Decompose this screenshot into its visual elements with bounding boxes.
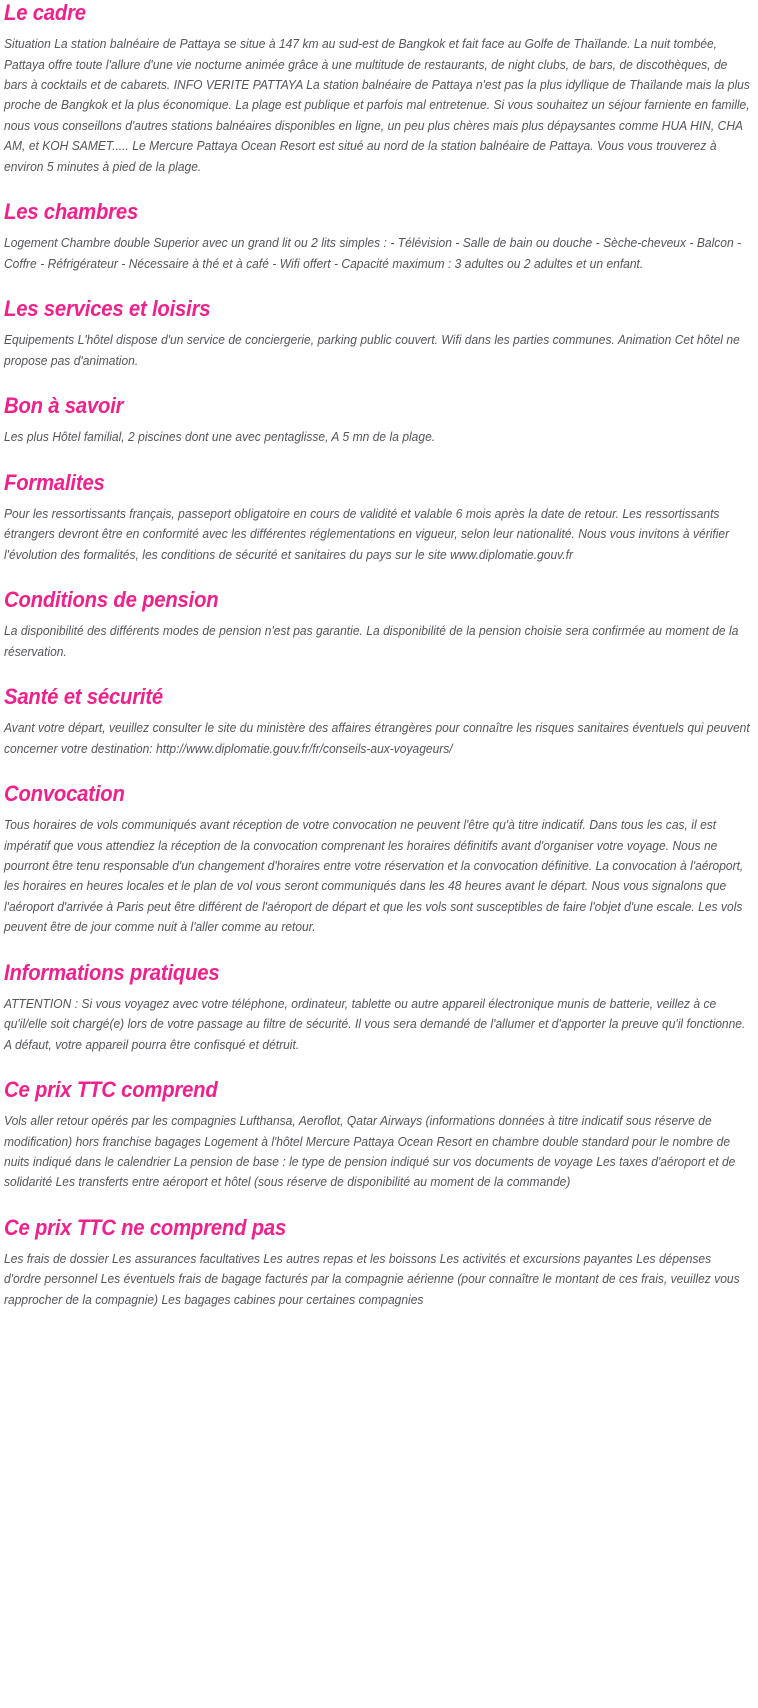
section-body-bon-a-savoir: Les plus Hôtel familial, 2 piscines dont une avec pentaglisse, A 5 mn de la plage. — [4, 430, 436, 445]
section-les-services-et-loisirs — [4, 296, 750, 371]
section-body-les-chambres: Logement Chambre double Superior avec un grand lit ou 2 lits simples : - Télévision - Salle de bain ou douche - Sèche-cheveux - Balcon - Coffre - Réfrigérateur - Nécessaire à thé et à café - Wifi offert - Capacité maximum : 3 adultes ou 2 adultes et un enfant. — [4, 236, 742, 271]
section-title-convocation: Convocation — [4, 781, 125, 807]
section-body-ce-prix-ttc-ne-comprend-pas: Les frais de dossier Les assurances facultatives Les autres repas et les boissons Les activités et excursions payantes Les dépenses d'ordre personnel Les éventuels frais de bagage facturés par la compagnie aérienne (pour connaître le montant de ces frais, veuillez vous rapprocher de la compagnie) Les bagages cabines pour certaines compagnies — [4, 1252, 740, 1307]
section-les-chambres — [4, 199, 750, 274]
section-title-conditions-de-pension: Conditions de pension — [4, 587, 219, 613]
section-title-les-services-et-loisirs: Les services et loisirs — [4, 296, 211, 322]
section-title-le-cadre: Le cadre — [4, 0, 86, 25]
section-body-conditions-de-pension: La disponibilité des différents modes de pension n'est pas garantie. La disponibilité de la pension choisie sera confirmée au moment de la réservation. — [4, 624, 739, 659]
section-body-convocation: Tous horaires de vols communiqués avant réception de votre convocation ne peuvent l'être qu'à titre indicatif. Dans tous les cas, il est impératif que vous attendiez la réception de la convocation comprenant les horaires définitifs avant d'organiser votre voyage. Nous ne pourront être tenu responsable d'un changement d'horaires entre votre réservation et la convocation définitive. La convocation à l'aéroport, les horaires en heures locales et le plan de vol vous seront communiqués dans les 48 heures avant le départ. Nous vous signalons que l'aéroport d'arrivée à Paris peut être différent de l'aéroport de départ et que les vols sont susceptibles de faire l'objet d'une escale. Les vols peuvent être de jour comme nuit à l'aller comme au retour. — [4, 818, 744, 935]
section-body-les-services-et-loisirs: Equipements L'hôtel dispose d'un service de conciergerie, parking public couvert. Wifi dans les parties communes. Animation Cet hôtel ne propose pas d'animation. — [4, 333, 740, 368]
section-title-bon-a-savoir: Bon à savoir — [4, 393, 124, 419]
section-title-sante-et-securite: Santé et sécurité — [4, 684, 164, 710]
section-conditions-de-pension — [4, 587, 750, 662]
section-le-cadre — [4, 0, 750, 177]
section-informations-pratiques — [4, 960, 750, 1055]
section-title-ce-prix-ttc-ne-comprend-pas: Ce prix TTC ne comprend pas — [4, 1214, 287, 1240]
section-formalites — [4, 470, 750, 565]
section-ce-prix-ttc-ne-comprend-pas — [4, 1215, 750, 1310]
section-ce-prix-ttc-comprend — [4, 1077, 750, 1193]
section-body-ce-prix-ttc-comprend: Vols aller retour opérés par les compagnies Lufthansa, Aeroflot, Qatar Airways (informations données à titre indicatif sous réserve de modification) hors franchise bagages Logement à l'hôtel Mercure Pattaya Ocean Resort en chambre double standard pour le nombre de nuits indiqué dans le calendrier La pension de base : le type de pension indiqué sur vos documents de voyage Les taxes d'aéroport et de solidarité Les transferts entre aéroport et hôtel (sous réserve de disponibilité au moment de la commande) — [4, 1114, 736, 1190]
section-body-formalites: Pour les ressortissants français, passeport obligatoire en cours de validité et valable 6 mois après la date de retour. Les ressortissants étrangers devront être en conformité avec les différentes réglementations en vigueur, selon leur nationalité. Nous vous invitons à vérifier l'évolution des formalités, les conditions de sécurité et sanitaires du pays sur le site www.diplomatie.gouv.fr — [4, 506, 730, 562]
section-body-sante-et-securite: Avant votre départ, veuillez consulter le site du ministère des affaires étrangères pour connaître les risques sanitaires éventuels qui peuvent concerner votre destination: http://www.diplomatie.gouv.fr/fr/conseils-aux-voyageurs/ — [4, 721, 750, 756]
section-bon-a-savoir — [4, 393, 750, 448]
section-title-formalites: Formalites — [4, 469, 105, 495]
section-body-informations-pratiques: ATTENTION : Si vous voyagez avec votre téléphone, ordinateur, tablette ou autre appareil électronique munis de batterie, veillez à ce qu'il/elle soit chargé(e) lors de votre passage au filtre de sécurité. Il vous sera demandé de l'allumer et d'apporter la preuve qu'il fonctionne. A défaut, votre appareil pourra être confisqué et détruit. — [4, 996, 746, 1052]
section-convocation — [4, 781, 750, 938]
section-title-les-chambres: Les chambres — [4, 199, 139, 225]
section-body-le-cadre: Situation La station balnéaire de Pattaya se situe à 147 km au sud-est de Bangkok et fait face au Golfe de Thaïlande. La nuit tombée, Pattaya offre toute l'allure d'une vie nocturne animée grâce à une multitude de restaurants, de night clubs, de bars, de discothèques, de bars à cocktails et de cabarets. INFO VERITE PATTAYA La station balnéaire de Pattaya n'est pas la plus idyllique de Thaïlande mais la plus proche de Bangkok et la plus économique. La plage est publique et parfois mal entretenue. Si vous souhaitez un séjour farniente en famille, nous vous conseillons d'autres stations balnéaires disponibles en ligne, un peu plus chères mais plus dépaysantes comme HUA HIN, CHA AM, et KOH SAMET..... Le Mercure Pattaya Ocean Resort est situé au nord de la station balnéaire de Pattaya. Vous vous trouverez à environ 5 minutes à pied de la plage. — [4, 37, 750, 174]
section-title-ce-prix-ttc-comprend: Ce prix TTC comprend — [4, 1077, 218, 1103]
section-sante-et-securite — [4, 684, 750, 759]
section-title-informations-pratiques: Informations pratiques — [4, 959, 220, 985]
